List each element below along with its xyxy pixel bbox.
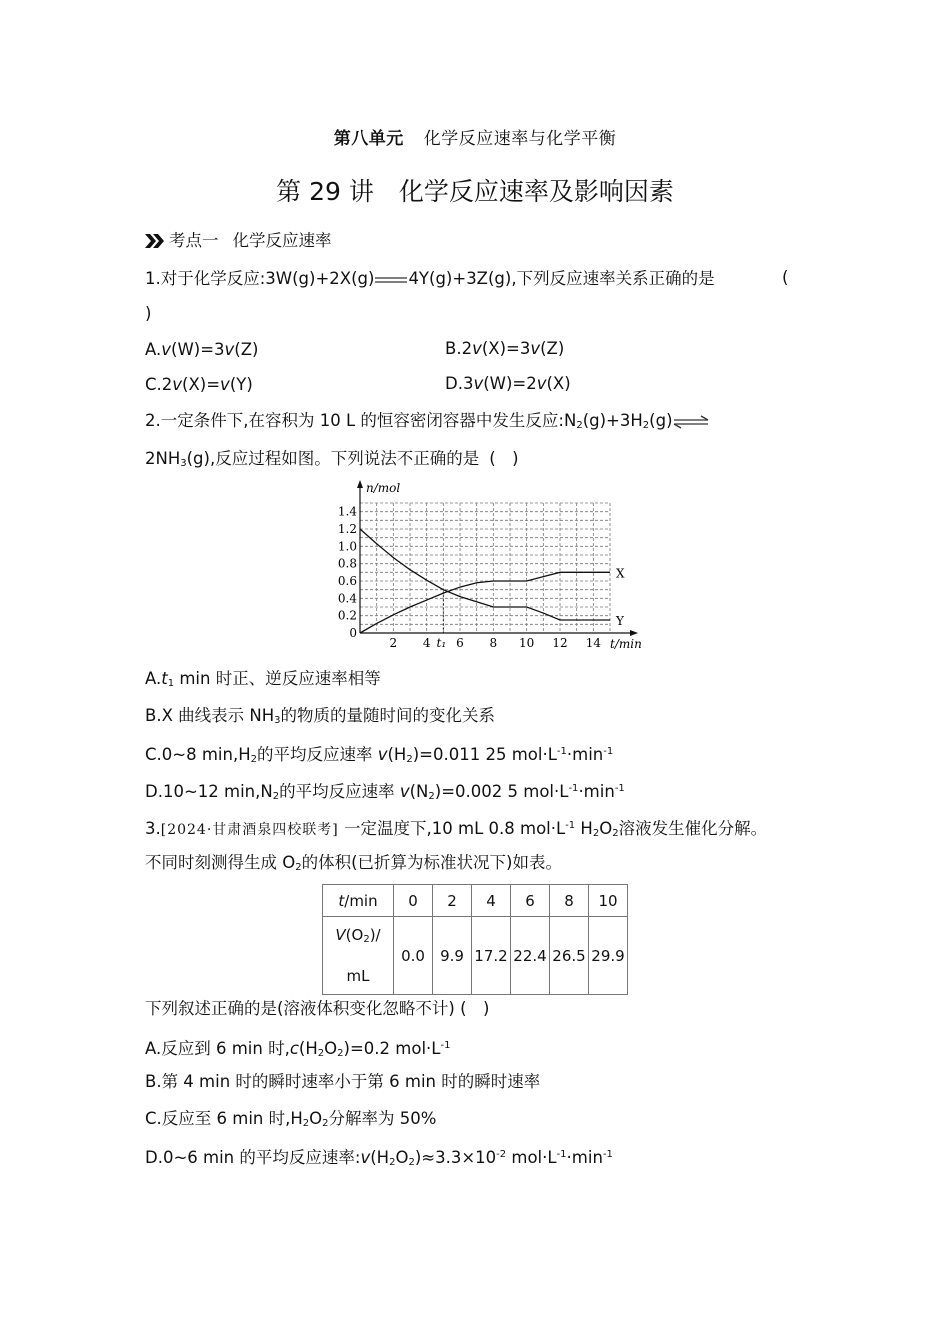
y-tick-label: 0.6 [337, 574, 357, 588]
q1-option-a: A.v(W)=3v(Z) [145, 340, 259, 359]
lesson-title: 第 29 讲 化学反应速率及影响因素 [276, 177, 674, 206]
unit-number: 第八单元 [333, 129, 404, 149]
q3-option-c: C.反应至 6 min 时$,H_2O_2$分解率为 50% [145, 1109, 437, 1129]
y-tick-label: 1.2 [337, 522, 357, 536]
table-cell: 0.0 [394, 917, 433, 995]
q2-stem-line1: 2.一定条件下,在容积为 10 L 的恒容密闭容器中发生反应$:N_2(g)+3H_2(g)$ [145, 410, 709, 437]
table-cell: 4 [472, 885, 511, 917]
q1-option-b: B.2v(X)=3v(Z) [445, 339, 565, 358]
q1-stem: 1.对于化学反应:3W(g)+2X(g) 4Y(g)+3Z(g),下列反应速率关系正确的是 [145, 269, 715, 288]
x-tick-label: 2 [389, 636, 398, 650]
y-axis-label: n/mol [366, 481, 401, 495]
y-tick-label: 0 [349, 626, 357, 640]
double-chevron-icon [145, 233, 165, 249]
reversible-arrow-icon [673, 415, 709, 429]
table-cell: 6 [511, 885, 550, 917]
series-label-y: Y [616, 614, 624, 628]
q3-option-b: B.第 4 min 时的瞬时速率小于第 6 min 时的瞬时速率 [145, 1072, 541, 1091]
q3-stem-line2: 不同时刻测得生成 $O_2$的体积(已折算为标准状况下)如表。 [145, 853, 562, 873]
x-axis-arrow [630, 630, 638, 636]
q1-answer-paren-close: ) [145, 304, 152, 323]
x-tick-label: 8 [489, 636, 498, 650]
section-label: 考点一 [169, 231, 219, 250]
section-title: 化学反应速率 [232, 231, 332, 250]
y-tick-label: 1.4 [337, 504, 357, 519]
q1-answer-paren-open: ( [782, 268, 789, 287]
unit-subtitle: 化学反应速率与化学平衡 [423, 129, 617, 149]
q2-option-c: C.0~8 $\min,H_2$的平均反应速率 $v(H_2)=0.011$ 25 $mol\cdot L^{-1}\cdot\min^{-1}$ [145, 745, 614, 765]
unit-title [0, 124, 950, 149]
x-tick-label: 4 [422, 636, 431, 650]
section-heading [145, 230, 332, 252]
q3-option-a: A.反应到 6 min 时$,c(H_2O_2)=0.2$ $mol\cdot L^{-1}$ [145, 1039, 451, 1059]
x-tick-label: 10 [519, 636, 535, 650]
table-cell: 9.9 [433, 917, 472, 995]
q2-stem-line2: $2NH_3(g)$,反应过程如图。下列说法不正确的是 ( ) [145, 449, 519, 469]
table-cell: 17.2 [472, 917, 511, 995]
table-cell: 22.4 [511, 917, 550, 995]
equals-arrow-icon [374, 274, 408, 286]
series-label-x: X [616, 566, 625, 581]
question-source: [2024·甘肃酒泉四校联考] [160, 822, 339, 838]
oxygen-volume-table [322, 884, 628, 995]
x-tick-label: 12 [552, 636, 568, 650]
y-axis-arrow [357, 480, 363, 488]
y-tick-label: 1.0 [337, 539, 357, 554]
table-row [323, 917, 628, 995]
y-tick-label: 0.2 [337, 608, 357, 623]
q3-question: 下列叙述正确的是(溶液体积变化忽略不计) ( ) [145, 999, 490, 1018]
x-axis-label: t/min [610, 637, 642, 651]
q2-option-d: D.10~12 $\min,N_2$的平均反应速率 $v(N_2)=0.002$ 5 $mol\cdot L^{-1}\cdot\min^{-1}$ [145, 782, 625, 802]
table-cell: 10 [589, 885, 628, 917]
table-row [323, 885, 628, 917]
x-tick-label: 14 [585, 636, 601, 650]
series-line-y [360, 529, 610, 620]
q3-stem-line1: 3.[2024·甘肃酒泉四校联考] 一定温度下,10 mL 0.8 $mol\cdot L^{-1}$ $H_2O_2$溶液发生催化分解。 [145, 819, 768, 839]
q3-option-d: D.0~6 min 的平均反应速率$:v(H_2O_2)\approx 3.3\times 10^{-2}$ $mol\cdot L^{-1}\cdot\min^{-1}$ [145, 1148, 613, 1168]
x-tick-label: t₁ [436, 636, 447, 650]
q1-option-c: C.2v(X)=v(Y) [145, 375, 253, 394]
table-cell: 8 [550, 885, 589, 917]
y-tick-label: 0.4 [337, 591, 357, 606]
x-tick-label: 6 [456, 636, 464, 650]
table-header-volume: $V(O_2)/$ mL [323, 917, 394, 995]
q2-option-b: B.X 曲线表示 $NH_3$的物质的量随时间的变化关系 [145, 706, 495, 726]
table-cell: 29.9 [589, 917, 628, 995]
reaction-chart [330, 478, 642, 656]
table-cell: 0 [394, 885, 433, 917]
q2-option-a: $A.t_1$ min 时正、逆反应速率相等 [145, 669, 381, 689]
table-cell: 26.5 [550, 917, 589, 995]
series-line-x [360, 572, 610, 633]
q1-option-d: D.3v(W)=2v(X) [445, 374, 571, 393]
table-cell: 2 [433, 885, 472, 917]
table-header-time: t/min [323, 885, 394, 917]
y-tick-label: 0.8 [337, 556, 357, 571]
